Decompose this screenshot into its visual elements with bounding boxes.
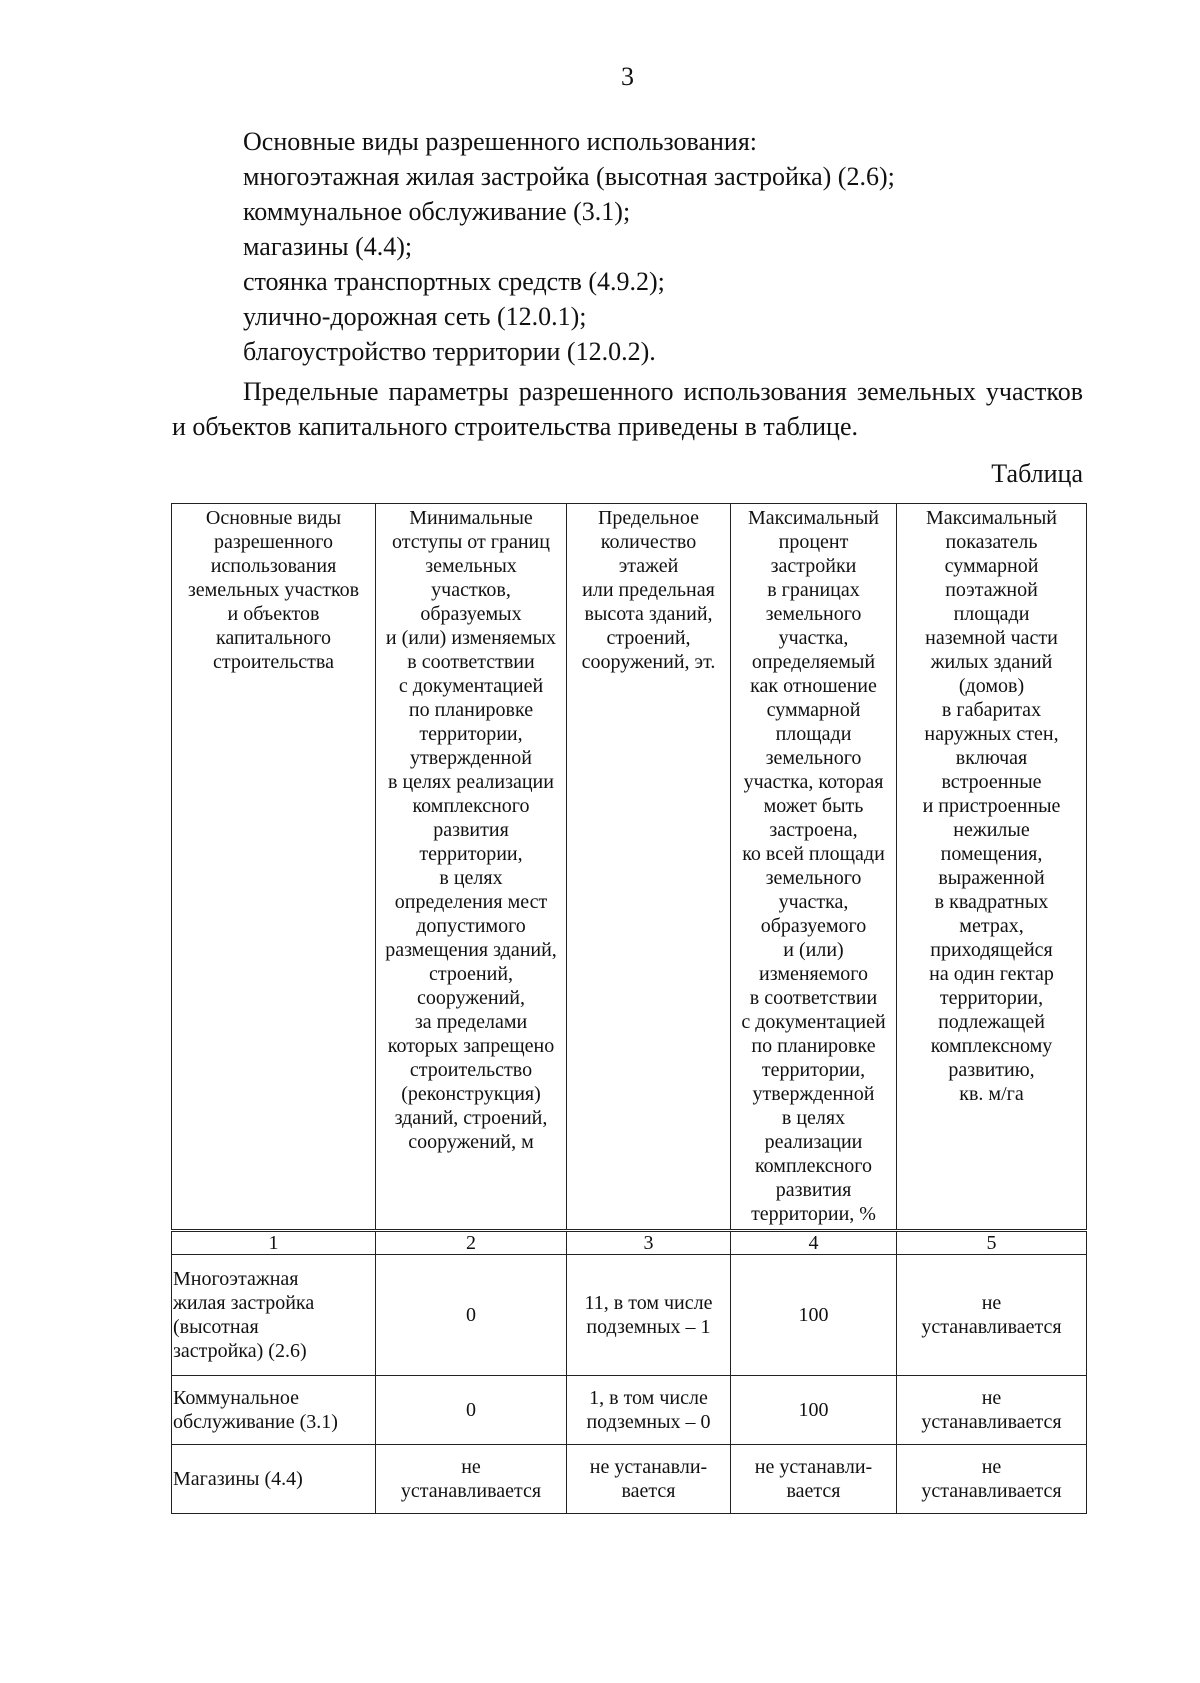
cell-line: капитального	[216, 627, 331, 649]
cell-line: и пристроенные	[922, 795, 1061, 817]
cell-line: 11, в том числе	[584, 1292, 713, 1314]
cell-line: отступы от границ	[392, 531, 550, 553]
header-cell-use-type	[172, 504, 376, 1231]
cell-line: в соответствии	[407, 651, 535, 673]
floors-cell	[567, 1376, 731, 1445]
cell-line: комплексного	[754, 1155, 873, 1177]
cell-line: не	[981, 1292, 1002, 1314]
use-type-cell	[172, 1255, 376, 1376]
cell-line: с документацией	[398, 675, 544, 697]
cell-line: развитию,	[948, 1059, 1035, 1081]
cell-line: в границах	[767, 579, 860, 601]
cell-line: наземной части	[925, 627, 1058, 649]
cell-line: Основные виды	[205, 507, 342, 529]
cell-line: земельного	[765, 867, 862, 889]
floor-area-cell	[897, 1376, 1087, 1445]
cell-line: Предельное	[597, 507, 700, 529]
use-type-cell	[172, 1376, 376, 1445]
cell-line: застроена,	[769, 819, 858, 841]
cell-line: территории,	[939, 987, 1044, 1009]
cell-line: определяемый	[751, 651, 876, 673]
cell-line: как отношение	[750, 675, 877, 697]
table-header-row	[172, 504, 1087, 1231]
cell-line: сооружений, эт.	[581, 651, 716, 673]
cell-line: 0	[466, 1304, 476, 1326]
cell-line: не	[981, 1456, 1002, 1478]
cell-line: встроенные	[941, 771, 1042, 793]
cell-line: 0	[466, 1399, 476, 1421]
cell-line: сооружений, м	[408, 1131, 534, 1153]
permitted-use-item: улично-дорожная сеть (12.0.1);	[243, 302, 587, 331]
permitted-uses-heading: Основные виды разрешенного использования:	[243, 127, 758, 156]
cell-line: включая	[955, 747, 1028, 769]
cell-line: наружных стен,	[924, 723, 1059, 745]
cell-line: в целях	[439, 867, 503, 889]
cell-line: образуемых	[420, 603, 522, 625]
cell-line: участка,	[778, 627, 849, 649]
permitted-use-item: стоянка транспортных средств (4.9.2);	[243, 267, 665, 296]
cell-line: количество	[600, 531, 697, 553]
cell-line: строений,	[428, 963, 514, 985]
column-number: 4	[731, 1231, 897, 1255]
cell-line: территории, %	[751, 1203, 876, 1225]
header-cell-floors	[567, 504, 731, 1231]
cell-line: зданий, строений,	[394, 1107, 548, 1129]
cell-line: строительство	[409, 1059, 533, 1081]
cell-line: метрах,	[959, 915, 1024, 937]
cell-line: развития	[775, 1179, 852, 1201]
cell-line: площади	[953, 603, 1030, 625]
cell-line: поэтажной	[945, 579, 1038, 601]
cell-line: устанавливается	[921, 1316, 1062, 1338]
cell-line: по планировке	[408, 699, 534, 721]
cell-line: или предельная	[582, 579, 715, 601]
cell-line: в целях реализации	[388, 771, 554, 793]
cell-line: развития	[433, 819, 509, 841]
cell-line: Минимальные	[409, 507, 533, 529]
floors-cell	[567, 1255, 731, 1376]
cell-line: 100	[798, 1399, 829, 1421]
cell-line: которых запрещено	[387, 1035, 555, 1057]
table-row	[172, 1445, 1087, 1514]
cell-line: суммарной	[766, 699, 861, 721]
cell-line: земельных участков	[187, 579, 360, 601]
cell-line: определения мест	[394, 891, 548, 913]
header-cell-floor-area	[897, 504, 1087, 1231]
cell-line: устанавливается	[921, 1411, 1062, 1433]
cell-line: приходящейся	[930, 939, 1053, 961]
cell-line: на один гектар	[929, 963, 1054, 985]
cell-line: территории,	[419, 723, 523, 745]
coverage-cell	[731, 1376, 897, 1445]
cell-line: в габаритах	[941, 699, 1042, 721]
cell-line: земельного	[765, 603, 862, 625]
cell-line: образуемого	[760, 915, 867, 937]
cell-line: Коммунальное	[173, 1387, 299, 1409]
cell-line: Максимальный	[926, 507, 1057, 529]
cell-line: не устанавли-	[754, 1456, 873, 1478]
cell-line: не	[981, 1387, 1002, 1409]
table-row	[172, 1376, 1087, 1445]
permitted-use-item: благоустройство территории (12.0.2).	[243, 337, 656, 366]
cell-line: помещения,	[940, 843, 1043, 865]
cell-line: подлежащей	[938, 1011, 1045, 1033]
cell-line: жилых зданий	[930, 651, 1053, 673]
cell-line: комплексного	[412, 795, 530, 817]
cell-line: и (или)	[783, 939, 844, 961]
setback-cell	[376, 1255, 567, 1376]
cell-line: территории,	[419, 843, 523, 865]
header-cell-min-setbacks	[376, 504, 567, 1231]
cell-line: реализации	[764, 1131, 863, 1153]
header-cell-coverage	[731, 504, 897, 1231]
cell-line: площади	[775, 723, 852, 745]
column-number: 2	[376, 1231, 567, 1255]
cell-line: подземных – 1	[586, 1316, 711, 1338]
cell-line: подземных – 0	[586, 1411, 711, 1433]
cell-line: выраженной	[938, 867, 1045, 889]
cell-line: по планировке	[751, 1035, 876, 1057]
cell-line: (реконструкция)	[401, 1083, 541, 1105]
cell-line: допустимого	[416, 915, 526, 937]
cell-line: суммарной	[944, 555, 1039, 577]
cell-line: утвержденной	[410, 747, 532, 769]
cell-line: строений,	[606, 627, 691, 649]
coverage-cell	[731, 1255, 897, 1376]
cell-line: нежилые	[953, 819, 1030, 841]
cell-line: может быть	[763, 795, 864, 817]
setback-cell	[376, 1376, 567, 1445]
parameters-paragraph: Предельные параметры разрешенного использования земельных участков и объектов капитального строительства приведены в таблице.	[172, 377, 1083, 441]
cell-line: показатель	[945, 531, 1038, 553]
cell-line: участка,	[778, 891, 849, 913]
cell-line: с документацией	[741, 1011, 886, 1033]
cell-line: земельных	[425, 555, 517, 577]
page-number: 3	[621, 62, 634, 91]
cell-line: изменяемого	[759, 963, 868, 985]
cell-line: комплексному	[930, 1035, 1053, 1057]
cell-line: вается	[786, 1480, 841, 1502]
cell-line: обслуживание (3.1)	[173, 1411, 338, 1433]
cell-line: за пределами	[414, 1011, 528, 1033]
cell-line: разрешенного	[213, 531, 334, 553]
cell-line: в соответствии	[749, 987, 878, 1009]
cell-line: вается	[621, 1480, 676, 1502]
floors-cell	[567, 1445, 731, 1514]
permitted-uses-list	[243, 124, 1083, 369]
cell-line: (высотная	[173, 1316, 259, 1338]
permitted-use-item: магазины (4.4);	[243, 232, 413, 261]
cell-line: утвержденной	[752, 1083, 875, 1105]
cell-line: земельного	[765, 747, 862, 769]
cell-line: не устанавли-	[589, 1456, 708, 1478]
cell-line: строительства	[213, 651, 334, 673]
table-row	[172, 1255, 1087, 1376]
cell-line: использования	[210, 555, 337, 577]
cell-line: Многоэтажная	[173, 1268, 299, 1290]
cell-line: не	[461, 1456, 481, 1478]
cell-line: устанавливается	[400, 1480, 542, 1502]
coverage-cell	[731, 1445, 897, 1514]
permitted-use-item: многоэтажная жилая застройка (высотная застройка) (2.6);	[243, 162, 895, 191]
column-number: 3	[567, 1231, 731, 1255]
cell-line: участка, которая	[743, 771, 884, 793]
cell-line: кв. м/га	[959, 1083, 1024, 1105]
cell-line: жилая застройка	[173, 1292, 315, 1314]
floor-area-cell	[897, 1445, 1087, 1514]
cell-line: в квадратных	[934, 891, 1049, 913]
cell-line: ко всей площади	[742, 843, 885, 865]
cell-line: сооружений,	[417, 987, 525, 1009]
cell-line: размещения зданий,	[385, 939, 557, 961]
cell-line: Максимальный	[748, 507, 879, 529]
cell-line: 100	[798, 1304, 829, 1326]
cell-line: застройка) (2.6)	[173, 1340, 307, 1362]
parameters-table	[171, 503, 1087, 1514]
cell-line: застройки	[770, 555, 857, 577]
cell-line: Магазины (4.4)	[173, 1468, 303, 1490]
cell-line: 1, в том числе	[589, 1387, 708, 1409]
setback-cell	[376, 1445, 567, 1514]
cell-line: устанавливается	[921, 1480, 1062, 1502]
cell-line: в целях	[781, 1107, 846, 1129]
cell-line: этажей	[618, 555, 679, 577]
cell-line: и (или) изменяемых	[385, 627, 557, 649]
permitted-use-item: коммунальное обслуживание (3.1);	[243, 197, 631, 226]
column-number-row	[172, 1231, 1087, 1255]
floor-area-cell	[897, 1255, 1087, 1376]
column-number: 1	[172, 1231, 376, 1255]
use-type-cell	[172, 1445, 376, 1514]
column-number: 5	[897, 1231, 1087, 1255]
cell-line: и объектов	[227, 603, 320, 625]
cell-line: процент	[778, 531, 849, 553]
cell-line: территории,	[761, 1059, 866, 1081]
table-caption: Таблица	[991, 459, 1083, 488]
cell-line: (домов)	[958, 675, 1025, 697]
cell-line: высота зданий,	[584, 603, 713, 625]
cell-line: участков,	[431, 579, 511, 601]
